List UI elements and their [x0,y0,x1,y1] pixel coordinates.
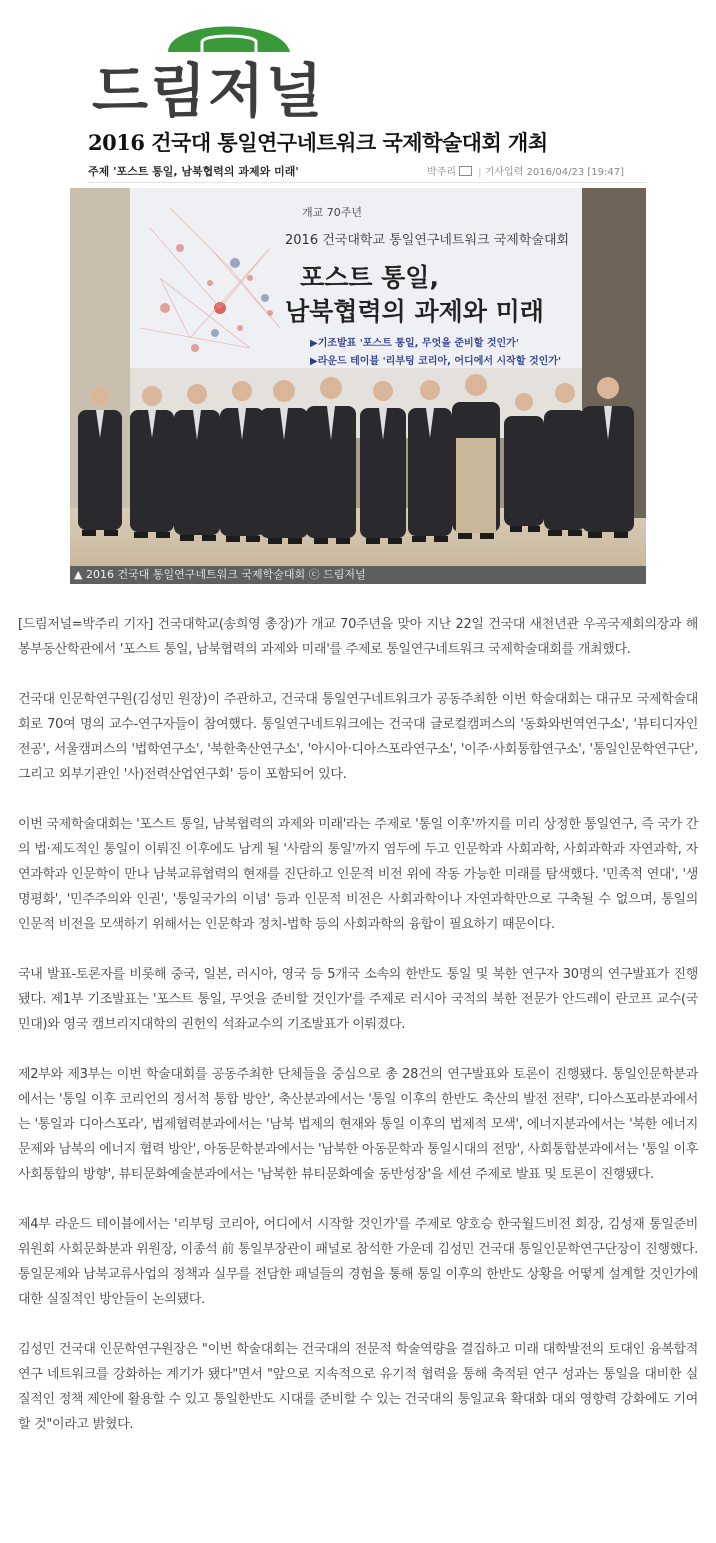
date-label: 기사입력 [484,167,524,178]
article-paragraph: 김성민 건국대 인문학연구원장은 "이번 학술대회는 건국대의 전문적 학술역량을 결집하고 미래 대학발전의 토대인 융복합적 연구 네트워크를 강화하는 계기가 됐다"면서 "앞으로 지속적으로 유기적 협력을 통해 축적된 연구 성과는 통일을 대비한 실질적인 정책 제안에 활용할 수 있고 통일한반도 시대를 준비할 수 있는 건국대의 통일교육 확대화 대외 영향력 강화에도 기여할 것"이라고 밝혔다. [18,1342,698,1432]
photo-caption-text: ▲ 2016 건국대 통일연구네트워크 국제학술대회 ⓒ 드림저널 [74,568,366,581]
article-body [18,612,698,1462]
photo-caption [70,566,646,584]
banner-main-line2: 남북협력의 과제와 미래 [285,297,544,326]
article-paragraph: 이번 국제학술대회는 '포스트 통일, 남북협력의 과제와 미래'라는 주제로 '통일 이후'까지를 미리 상정한 통일연구, 즉 국가 간의 법·제도적인 통일이 이뤄진 이후에도 남게 될 '사람의 통일'까지 염두에 두고 인문학과 사회과학, 사회과학과 자연과학, 자연과학과 인문학이 만나 남북교류협력의 현재를 진단하고 인문적 비전 위에 작동 가능한 미래를 탐색했다. '민족적 연대', '생명평화', '민주주의와 인권', '통일국가의 이념' 등과 인문적 비전은 사회과학이나 자연과학만으로 구축될 수 없으며, 통일의 인문적 비전을 모색하기 위해서는 인문학과 정치-법학 등의 사회과학의 융합이 필요하기 때문이다. [18,817,698,932]
banner-bullet2: ▶라운드 테이블 '리부팅 코리아, 어디에서 시작할 것인가' [310,356,562,367]
article-photo [70,188,646,566]
article-paragraph: 제2부와 제3부는 이번 학술대회를 공동주최한 단체들을 중심으로 총 28건의 연구발표와 토론이 진행됐다. 통일인문학분과에서는 '통일 이후 코리언의 정서적 통합 방안', 축산분과에서는 '통일 이후의 한반도 축산의 발전 전략', 디아스포라분과에서는 '통일과 디아스포라', 법제협력분과에서는 '남북 법제의 현재와 통일 이후의 법제적 모색', 에너지분과에서는 '북한 에너지 문제와 남북의 에너지 협력 방안', 아동문학분과에서는 '남북한 아동문학과 통일시대의 전망', 사회통합분과에서는 '통일 이후 사회통합의 방향', 뷰티문화예술분과에서는 '남북한 뷰티문화예술 동반성장'을 세션 주제로 발표 및 토론이 진행됐다. [18,1067,698,1182]
banner-bullet1: ▶기조발표 '포스트 통일, 무엇을 준비할 것인가' [310,338,519,349]
article-subheadline: 주제 '포스트 통일, 남북협력의 과제와 미래' [88,165,299,178]
banner-small-text: 개교 70주년 [302,206,362,219]
article-date: 2016/04/23 [19:47] [526,167,624,178]
mail-icon[interactable] [459,166,472,176]
header-divider [88,182,646,183]
site-logo[interactable] [90,10,370,125]
article-paragraph: 제4부 라운드 테이블에서는 '리부팅 코리아, 어디에서 시작할 것인가'를 주제로 양호승 한국월드비전 회장, 김성재 통일준비위원회 사회문화분과 위원장, 이종석 前 통일부장관이 패널로 참석한 가운데 김성민 건국대 통일인문학연구단장이 진행했다. 통일문제와 남북교류사업의 정책과 실무를 전담한 패널들의 경험을 통해 통일 이후의 한반도 상황을 어떻게 설계할 것인가에 대한 실질적인 방안들이 논의됐다. [18,1217,698,1307]
logo-text: 드림저널 [92,57,325,125]
article-paragraph: 국내 발표-토론자를 비롯해 중국, 일본, 러시아, 영국 등 5개국 소속의 한반도 통일 및 북한 연구자 30명의 연구발표가 진행됐다. 제1부 기조발표는 '포스트 통일, 무엇을 준비할 것인가'를 주제로 러시아 국적의 북한 전문가 안드레이 란코프 교수(국민대)와 영국 캠브리지대학의 권헌익 석좌교수의 기조발표가 이뤄졌다. [18,967,698,1032]
banner-main-line1: 포스트 통일, [300,263,439,292]
article-paragraph: 건국대 인문학연구원(김성민 원장)이 주관하고, 건국대 통일연구네트워크가 공동주최한 이번 학술대회는 대규모 국제학술대회로 70여 명의 교수-연구자들이 참여했다. 통일연구네트워크에는 건국대 글로컬캠퍼스의 '동화와번역연구소', '뷰티디자인전공', 서울캠퍼스의 '법학연구소', '북한축산연구소', '아시아·디아스포라연구소', '이주·사회통합연구소', '통일인문학연구단', 그리고 외부기관인 '사)전력산업연구회' 등이 포함되어 있다. [18,692,698,782]
article-byline: 박주리 | 기사입력 2016/04/23 [19:47] [427,167,624,178]
article-headline: 2016 건국대 통일연구네트워크 국제학술대회 개최 [88,130,548,155]
article-paragraph: [드림저널=박주리 기자] 건국대학교(송희영 총장)가 개교 70주년을 맞아 지난 22일 건국대 새천년관 우곡국제회의장과 해봉부동산학관에서 '포스트 통일, 남북협력의 과제와 미래'를 주제로 통일연구네트워크 국제학술대회를 개최했다. [18,617,698,657]
banner-title-text: 2016 건국대학교 통일연구네트워크 국제학술대회 [285,233,570,248]
reporter-name[interactable]: 박주리 [427,167,456,178]
